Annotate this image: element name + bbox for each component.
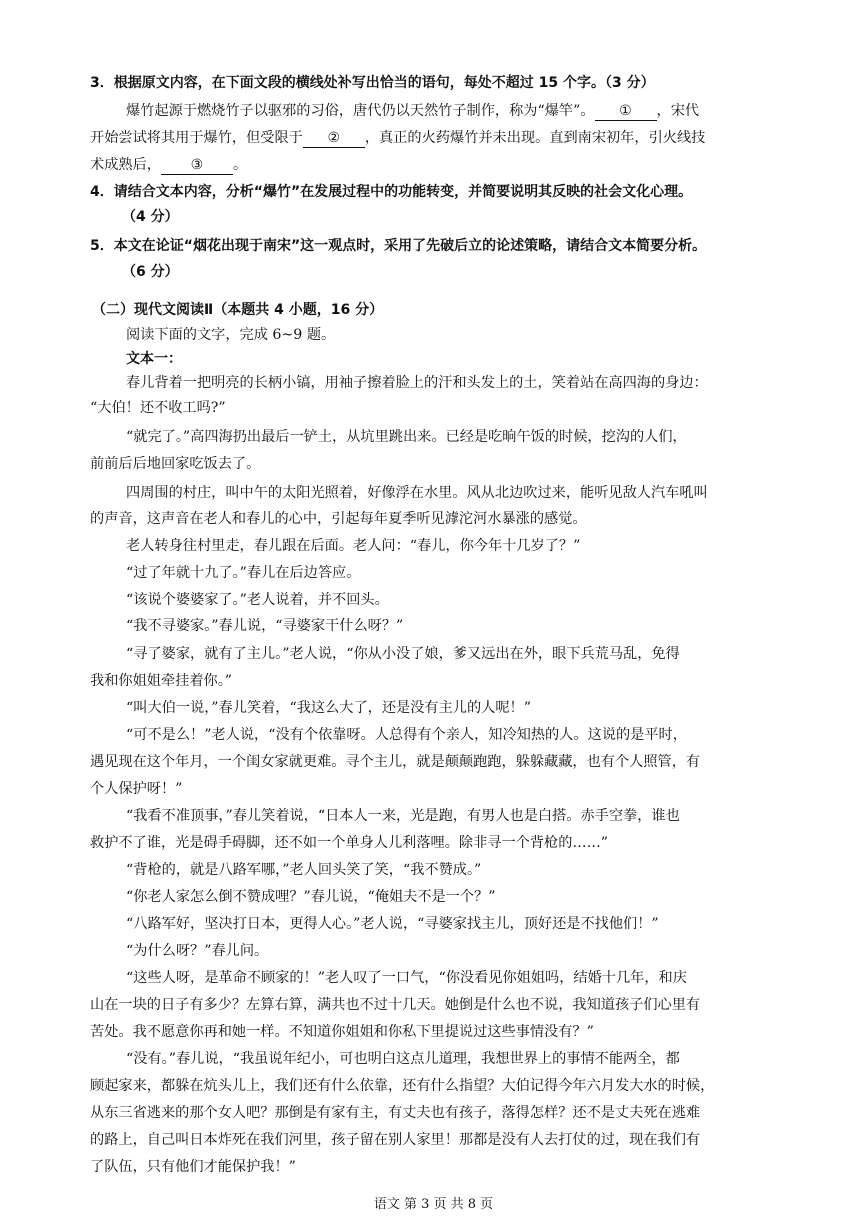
- passage-line: 从东三省逃来的那个女人吧？那倒是有家有主，有丈夫也有孩子，落得怎样？还不是丈夫死在逃难: [90, 1105, 701, 1121]
- page-footer: 语文 第 3 页 共 8 页: [373, 1197, 494, 1212]
- question-5-points: （6 分）: [122, 264, 179, 280]
- passage-line: 遇见现在这个年月，一个闺女家就更难。寻个主儿，就是颠颠跑跑，躲躲藏藏，也有个人照管，有: [90, 754, 701, 770]
- passage-line: 个人保护呀！”: [90, 781, 183, 797]
- question-4-points: （4 分）: [122, 209, 179, 225]
- passage-line: “为什么呀？”春儿问。: [126, 943, 269, 959]
- q3-passage-line-3: 术成熟后， ③ 。: [90, 157, 248, 173]
- passage-line: 前前后后地回家吃饭去了。: [90, 456, 261, 472]
- passage-line: 苦处。我不愿意你再和她一样。不知道你姐姐和你私下里提说过这些事情没有？”: [90, 1024, 594, 1040]
- passage-line: 了队伍，只有他们才能保护我！”: [90, 1159, 296, 1175]
- passage-line: “这些人呀，是革命不顾家的！”老人叹了一口气，“你没看见你姐姐吗，结婚十几年，和庆: [126, 970, 687, 986]
- blank-2: ②: [303, 129, 365, 148]
- passage-line: “我看不准顶事，”春儿笑着说，“日本人一来，光是跑，有男人也是白搭。赤手空拳，谁也: [126, 808, 680, 824]
- section-title: （二）现代文阅读Ⅱ（本题共 4 小题，16 分）: [92, 302, 384, 318]
- passage-line: “你老人家怎么倒不赞成哩？”春儿说，“俺姐夫不是一个？”: [126, 889, 496, 905]
- question-4-stem: 4．请结合文本内容，分析“爆竹”在发展过程中的功能转变，并简要说明其反映的社会文化心理。: [90, 184, 693, 200]
- passage-line: “八路军好，坚决打日本，更得人心。”老人说，“寻婆家找主儿，顶好还是不找他们！”: [126, 916, 659, 932]
- passage-line: 四周围的村庄，叫中午的太阳光照着，好像浮在水里。风从北边吹过来，能听见敌人汽车吼叫: [126, 485, 708, 501]
- question-3-stem: 3．根据原文内容，在下面文段的横线处补写出恰当的语句，每处不超过 15 个字。（3 分）: [90, 75, 655, 91]
- q3-passage-line-2: 开始尝试将其用于爆竹，但受限于 ② ，真正的火药爆竹并未出现。直到南宋初年，引火线技: [90, 130, 706, 146]
- passage-line: “可不是么！”老人说，“没有个依靠呀。人总得有个亲人，知冷知热的人。这说的是平时，: [126, 727, 687, 743]
- passage-line: 山在一块的日子有多少？左算右算，满共也不过十几天。她倒是什么也不说，我知道孩子们心里有: [90, 997, 701, 1013]
- passage-line: “过了年就十九了。”春儿在后边答应。: [126, 565, 361, 581]
- text-one-label: 文本一：: [126, 351, 182, 367]
- q3-passage-line-1: 爆竹起源于燃烧竹子以驱邪的习俗，唐代仍以天然竹子制作，称为“爆竿”。 ① ，宋代: [126, 103, 700, 119]
- passage-line: 春儿背着一把明亮的长柄小镐，用袖子擦着脸上的汗和头发上的土，笑着站在高四海的身边：: [126, 375, 708, 391]
- passage-line: “就完了。”高四海扔出最后一铲土，从坑里跳出来。已经是吃晌午饭的时候，挖沟的人们，: [126, 429, 687, 445]
- passage-line: 救护不了谁，光是碍手碍脚，还不如一个单身人儿利落哩。除非寻一个背枪的……”: [90, 835, 609, 851]
- passage-line: “没有。”春儿说，“我虽说年纪小，可也明白这点儿道理，我想世界上的事情不能两全，都: [126, 1051, 680, 1067]
- blank-3: ③: [161, 156, 233, 175]
- passage-line: “叫大伯一说，”春儿笑着，“我这么大了，还是没有主儿的人呢！”: [126, 700, 531, 716]
- section-instruction: 阅读下面的文字，完成 6~9 题。: [126, 327, 336, 343]
- passage-line: “大伯！还不收工吗?”: [90, 400, 226, 416]
- question-5-stem: 5．本文在论证“烟花出现于南宋”这一观点时，采用了先破后立的论述策略，请结合文本简要分析。: [90, 238, 707, 254]
- passage-line: 的路上，自己叫日本炸死在我们河里，孩子留在别人家里！那都是没有人去打仗的过，现在我们有: [90, 1132, 701, 1148]
- passage-line: 老人转身往村里走，春儿跟在后面。老人问：“春儿，你今年十几岁了？”: [126, 538, 581, 554]
- blank-1: ①: [595, 102, 657, 121]
- passage-line: “我不寻婆家。”春儿说，“寻婆家干什么呀？”: [126, 618, 404, 634]
- passage-line: “背枪的，就是八路军哪，”老人回头笑了笑，“我不赞成。”: [126, 862, 482, 878]
- passage-line: “寻了婆家，就有了主儿。”老人说，“你从小没了娘，爹又远出在外，眼下兵荒马乱，免得: [126, 646, 680, 662]
- passage-line: 顾起家来，都躲在炕头儿上，我们还有什么依靠，还有什么指望？大伯记得今年六月发大水的时候，: [90, 1078, 715, 1094]
- passage-line: 我和你姐姐牵挂着你。”: [90, 673, 233, 689]
- passage-line: 的声音，这声音在老人和春儿的心中，引起每年夏季听见滹沱河水暴涨的感觉。: [90, 511, 587, 527]
- passage-line: “该说个婆婆家了。”老人说着，并不回头。: [126, 592, 389, 608]
